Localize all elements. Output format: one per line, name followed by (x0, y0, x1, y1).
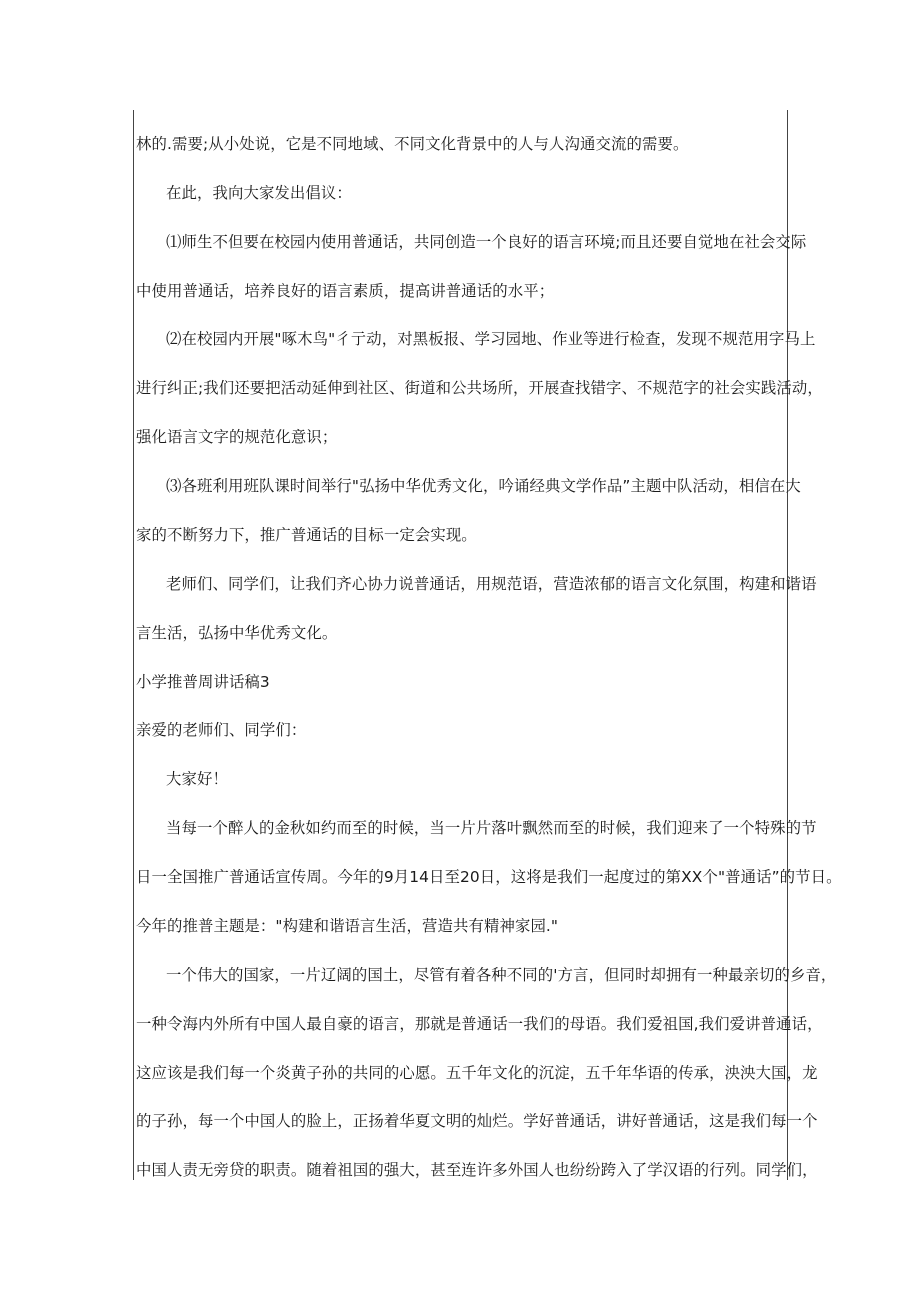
text-line: 当每一个醉人的金秋如约而至的时候，当一片片落叶飘然而至的时候，我们迎来了一个特殊的节 (166, 819, 817, 837)
text-line: 家的不断努力下，推广普通话的目标一定会实现。 (136, 526, 477, 544)
text-line: 言生活，弘扬中华优秀文化。 (136, 624, 338, 642)
text-line: 一个伟大的国家，一片辽阔的国土，尽管有着各种不同的'方言，但同时却拥有一种最亲切的乡音， (166, 966, 837, 984)
text-line: ⑵在校园内开展"啄木鸟"彳亍动，对黑板报、学习园地、作业等进行检查，发现不规范用字马上 (166, 330, 816, 348)
text-line: 今年的推普主题是："构建和谐语言生活，营造共有精神家园." (136, 917, 559, 935)
text-line: 进行纠正;我们还要把活动延伸到社区、街道和公共场所，开展查找错字、不规范字的社会实践活动， (136, 379, 823, 397)
text-line: 在此，我向大家发出倡议： (166, 184, 352, 202)
greeting: 大家好！ (166, 770, 228, 788)
text-line: ⑴师生不但要在校园内使用普通话，共同创造一个良好的语言环境;而且还要自觉地在社会交际 (166, 233, 807, 251)
text-line: 老师们、同学们，让我们齐心协力说普通话，用规范语，营造浓郁的语言文化氛围，构建和谐语 (166, 575, 817, 593)
text-line: 这应该是我们每一个炎黄子孙的共同的心愿。五千年文化的沉淀，五千年华语的传承，泱泱大国，龙 (136, 1064, 818, 1082)
text-line: 林的.需要;从小处说，它是不同地域、不同文化背景中的人与人沟通交流的需要。 (136, 135, 689, 153)
text-line: 的子孙，每一个中国人的脸上，正扬着华夏文明的灿烂。学好普通话，讲好普通话，这是我们每一个 (136, 1112, 818, 1130)
section-heading: 小学推普周讲话稿3 (136, 673, 270, 691)
text-line: 中使用普通话，培养良好的语言素质，提高讲普通话的水平； (136, 282, 555, 300)
text-line: 强化语言文字的规范化意识； (136, 428, 338, 446)
text-line: ⑶各班利用班队课时间举行"弘扬中华优秀文化，吟诵经典文学作品”主题中队活动，相信在大 (166, 477, 801, 495)
text-line: 一种令海内外所有中国人最自豪的语言，那就是普通话一我们的母语。我们爱祖国,我们爱讲普通话， (136, 1015, 823, 1033)
text-line: 日一全国推广普通话宣传周。今年的9月14日至20日，这将是我们一起度过的第XX个"普通话”的节日。 (136, 868, 842, 886)
text-line: 中国人责无旁贷的职责。随着祖国的强大，甚至连许多外国人也纷纷跨入了学汉语的行列。同学们， (136, 1161, 818, 1179)
salutation: 亲爱的老师们、同学们： (136, 721, 307, 739)
